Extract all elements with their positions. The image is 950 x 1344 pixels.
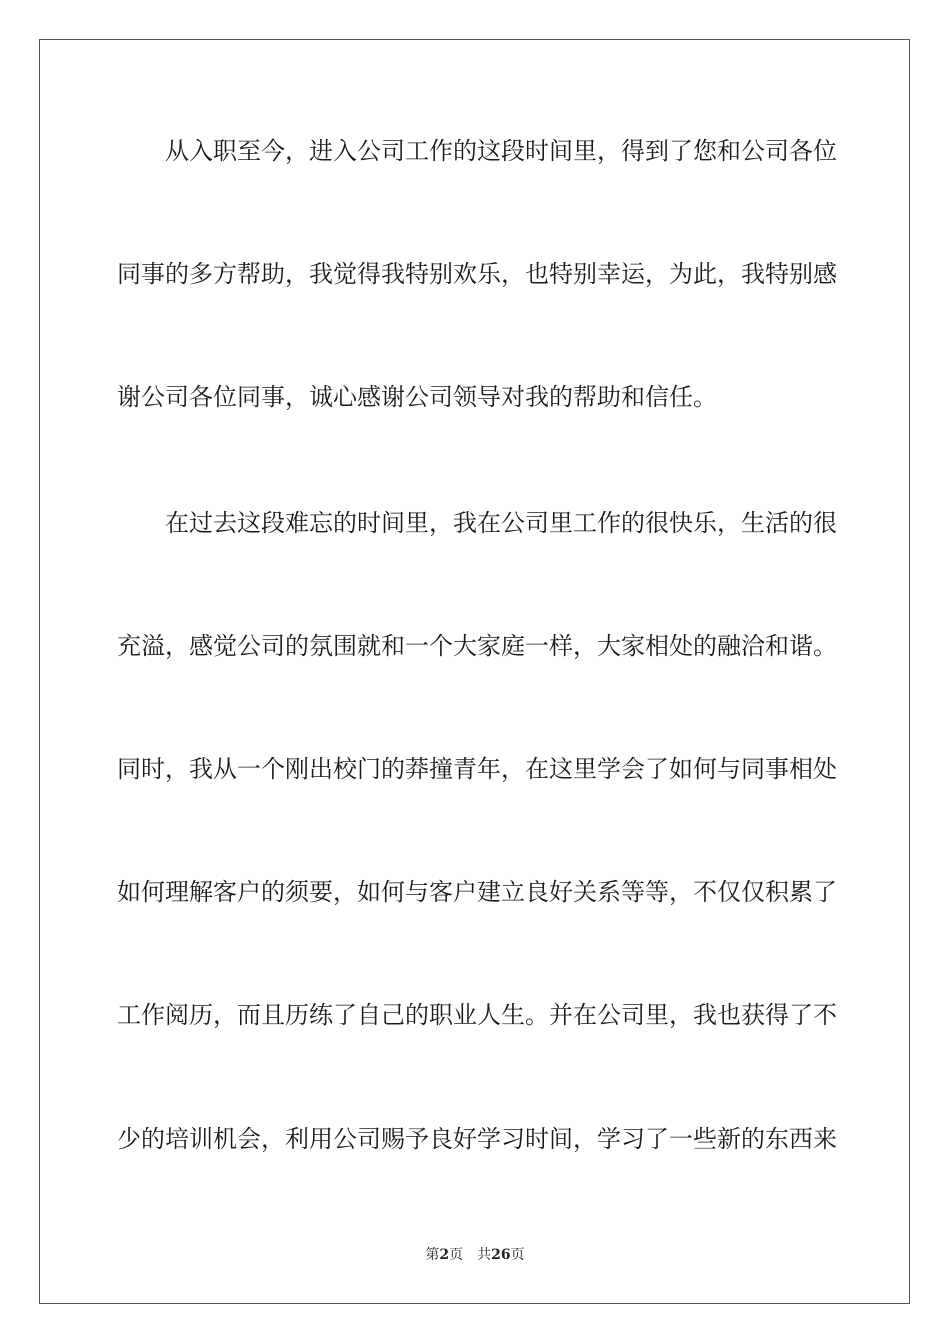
total-prefix: 共 [477,1247,492,1263]
page-number: 2 [439,1247,450,1263]
paragraph-2-line-4: 如何理解客户的须要，如何与客户建立良好关系等等，不仅仅积累了 [117,878,837,906]
page-footer [0,1246,950,1264]
page-border [39,39,910,1304]
paragraph-2-line-3: 同时，我从一个刚出校门的莽撞青年，在这里学会了如何与同事相处 [117,755,837,783]
total-suffix: 页 [510,1247,525,1263]
paragraph-1-line-1: 从入职至今，进入公司工作的这段时间里，得到了您和公司各位 [165,137,837,165]
paragraph-2-line-6: 少的培训机会，利用公司赐予良好学习时间，学习了一些新的东西来 [117,1125,837,1153]
paragraph-1-line-2: 同事的多方帮助，我觉得我特别欢乐，也特别幸运，为此，我特别感 [117,260,837,288]
paragraph-1-line-3: 谢公司各位同事，诚心感谢公司领导对我的帮助和信任。 [117,383,717,411]
paragraph-2-line-1: 在过去这段难忘的时间里，我在公司里工作的很快乐，生活的很 [165,509,837,537]
paragraph-2-line-2: 充溢，感觉公司的氛围就和一个大家庭一样，大家相处的融洽和谐。 [117,632,837,660]
page-suffix: 页 [449,1247,464,1263]
page-prefix: 第 [425,1247,440,1263]
total-pages: 26 [491,1247,511,1263]
paragraph-2-line-5: 工作阅历，而且历练了自己的职业人生。并在公司里，我也获得了不 [117,1001,837,1029]
